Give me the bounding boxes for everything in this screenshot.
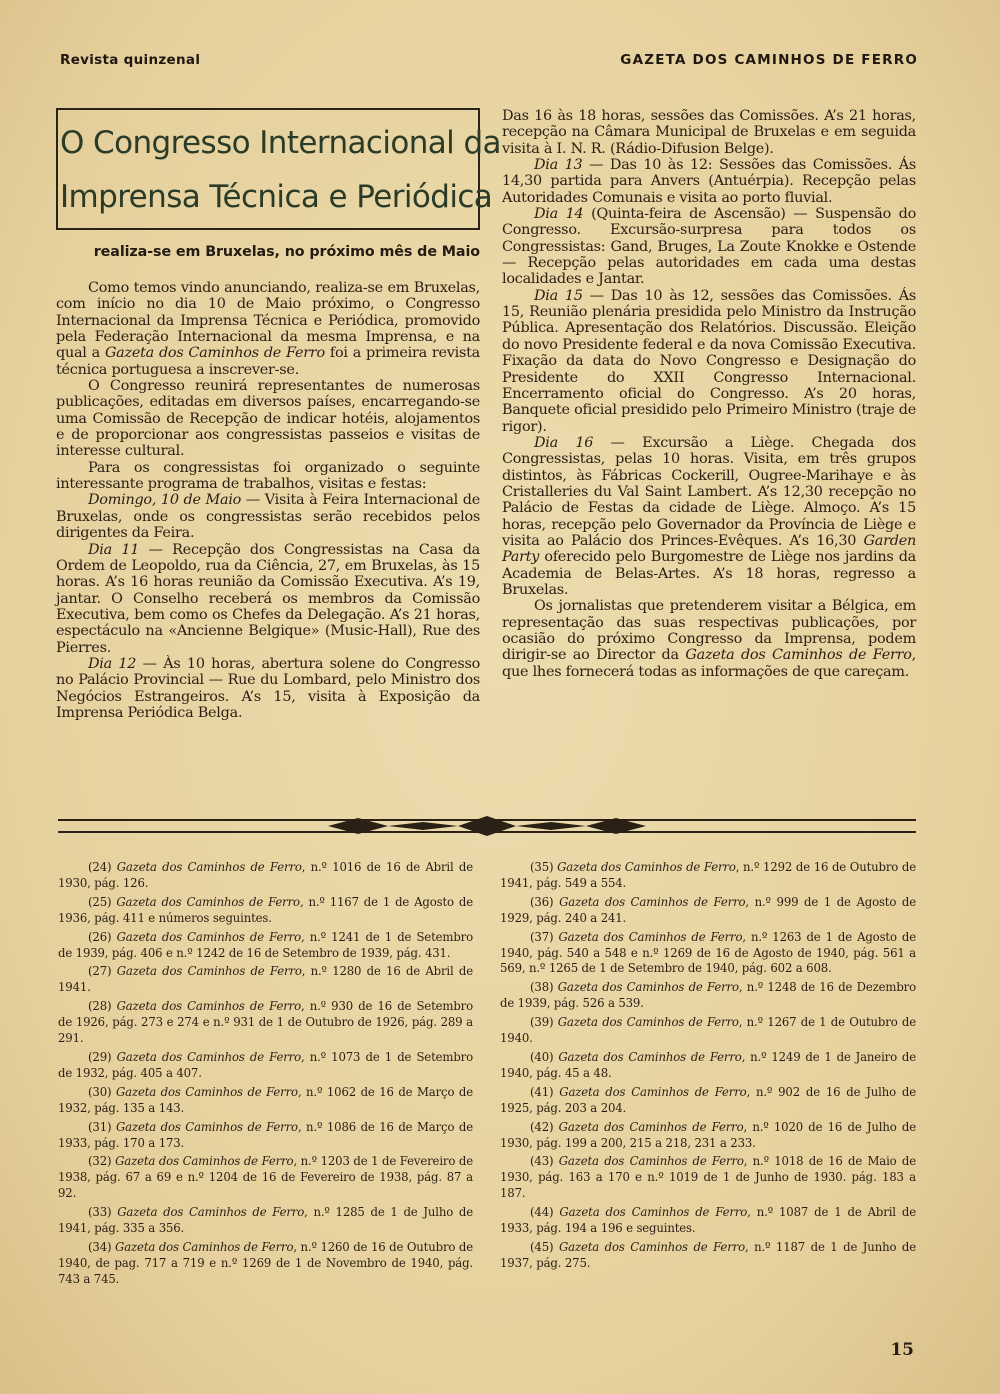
footnote-magazine: Gazeta dos Caminhos de Ferro — [558, 929, 743, 944]
article-title-box — [56, 108, 501, 230]
right-column — [502, 108, 916, 680]
footnote-text: , n.º 1016 de 16 de Abril de 1930, pág. 126. — [58, 860, 473, 890]
footnote-number: (29) — [88, 1049, 112, 1064]
program-day-16 — [502, 435, 916, 598]
footnote — [58, 930, 473, 962]
footnote-magazine: Gazeta dos Caminhos de Ferro — [559, 1084, 747, 1099]
footnote-number: (37) — [530, 929, 554, 944]
program-day-14 — [502, 206, 916, 288]
paragraph — [502, 598, 916, 680]
footnote-magazine: Gazeta dos Caminhos de Ferro — [117, 1205, 305, 1220]
footnote-text: , n.º 1285 de 1 de Julho de 1941, pág. 335 a 356. — [58, 1205, 473, 1236]
footnote-text: , n.º 1073 de 1 de Setembro de 1932, pág. 405 a 407. — [58, 1049, 473, 1080]
left-column — [56, 108, 501, 721]
footnote-magazine: Gazeta dos Caminhos de Ferro — [116, 964, 302, 979]
footnote-number: (31) — [88, 1119, 112, 1134]
program-day-15 — [502, 288, 916, 435]
footnote-number: (25) — [88, 894, 112, 909]
footnote — [58, 860, 473, 892]
footnote-text: , n.º 930 de 16 de Setembro de 1926, pág. 273 e 274 e n.º 931 de 1 de Outubro de 1926, pág. 289 a 291. — [58, 999, 473, 1046]
footnote-magazine: Gazeta dos Caminhos de Ferro — [557, 980, 739, 995]
text-run: (Quinta-feira de Ascensão) — Suspensão do Congresso. Excursão-surpresa para todos os Congressistas: Gand, Bruges, La Zoute Knokke e Ostende — Recepção pelas autoridades em cada uma destas localidades e Jantar. — [502, 206, 917, 288]
text-run: Os jornalistas que pretenderem visitar a Bélgica, em representação das suas respectivas publicações, por ocasião do próximo Congresso da Imprensa, podem dirigir-se ao Director da — [502, 598, 916, 664]
day-label: Dia 12 — [88, 655, 137, 672]
footnote-text: , n.º 1292 de 16 de Outubro de 1941, pág. 549 a 554. — [500, 860, 916, 890]
footnote — [500, 1205, 916, 1237]
footnote — [500, 1240, 916, 1272]
footnote-magazine: Gazeta dos Caminhos de Ferro — [559, 894, 746, 909]
footnote-number: (41) — [530, 1084, 554, 1099]
footnote-magazine: Gazeta dos Caminhos de Ferro — [116, 860, 302, 874]
footnote-text: , n.º 1018 de 16 de Maio de 1930, pág. 163 a 170 e n.º 1019 de 1 de Junho de 1930. pág. 183 a 187. — [500, 1154, 916, 1201]
footnote-number: (38) — [530, 980, 554, 995]
footnote-number: (40) — [530, 1049, 554, 1064]
footnote — [58, 964, 473, 996]
day-label: Domingo, 10 de Maio — [88, 492, 242, 509]
footnote-number: (44) — [530, 1205, 554, 1220]
footnote-text: , n.º 1249 de 1 de Janeiro de 1940, pág. 45 a 48. — [500, 1049, 916, 1080]
footnote-number: (42) — [530, 1119, 554, 1134]
article-title-line-1: O Congresso Internacional da — [60, 125, 501, 161]
ornamental-rule — [58, 808, 916, 844]
footnote-number: (30) — [88, 1084, 112, 1099]
footnote-text: , n.º 902 de 16 de Julho de 1925, pág. 203 a 204. — [500, 1084, 916, 1115]
garden-party: Garden Party — [502, 532, 916, 566]
footnote-magazine: Gazeta dos Caminhos de Ferro — [115, 1239, 294, 1254]
footnote — [500, 1154, 916, 1202]
footnote-text: , n.º 1203 de 1 de Fevereiro de 1938, pág. 67 a 69 e n.º 1204 de 16 de Fevereiro de 1938, pág. 87 a 92. — [58, 1154, 473, 1201]
footnote-number: (27) — [88, 964, 112, 979]
day-label: Dia 15 — [534, 287, 583, 304]
footnotes-right — [500, 860, 916, 1275]
footnote-number: (33) — [88, 1205, 112, 1220]
text-run: , que lhes fornecerá todas as informações de que careçam. — [502, 647, 916, 680]
text-run: — Recepção dos Congressistas na Casa da Ordem de Leopoldo, rua da Ciência, 27, em Bruxelas, às 15 horas. A’s 16 horas reunião da Comissão Executiva. A’s 19, jantar. O Conselho receberá os membros da Comissão Executiva, bem como os Chefes da Delegação. A’s 21 horas, espectáculo na «Ancienne Belgique» (Music-Hall), Rue des Pierres. — [56, 541, 480, 656]
footnote-text: , n.º 1187 de 1 de Junho de 1937, pág. 275. — [500, 1239, 916, 1270]
footnote-number: (45) — [530, 1239, 554, 1254]
footnote-magazine: Gazeta dos Caminhos de Ferro — [558, 1239, 745, 1254]
article-body-right — [502, 108, 916, 680]
footnote-text: , n.º 1241 de 1 de Setembro de 1939, pág. 406 e n.º 1242 de 16 de Setembro de 1939, pág. 431. — [58, 929, 473, 960]
footnote-number: (43) — [530, 1154, 554, 1169]
footnote-magazine: Gazeta dos Caminhos de Ferro — [116, 929, 301, 944]
day-label: Dia 13 — [534, 157, 583, 174]
article-subtitle: realiza-se em Bruxelas, no próximo mês de Maio — [93, 244, 480, 260]
footnote-magazine: Gazeta dos Caminhos de Ferro — [115, 1084, 298, 1099]
footnote-number: (28) — [88, 999, 112, 1014]
article-title-line-2: Imprensa Técnica e Periódica — [60, 179, 493, 215]
footnote-number: (39) — [530, 1015, 554, 1030]
footnote-number: (24) — [88, 860, 112, 874]
program-day-13 — [502, 157, 916, 206]
footnote-magazine: Gazeta dos Caminhos de Ferro — [116, 999, 301, 1014]
footnote — [500, 860, 916, 892]
program-day-12 — [56, 656, 480, 721]
footnote — [58, 1154, 473, 1202]
footnote-text: , n.º 1167 de 1 de Agosto de 1936, pág. 411 e números seguintes. — [58, 894, 473, 925]
footnote-magazine: Gazeta dos Caminhos de Ferro — [557, 860, 736, 874]
paragraph-continued: Das 16 às 18 horas, sessões das Comissões. A’s 21 horas, recepção na Câmara Municipal de Bruxelas e em seguida visita à I. N. R. (Rádio-Difusion Belge). — [502, 108, 916, 157]
paragraph — [56, 280, 480, 378]
footnote — [58, 895, 473, 927]
program-day-11 — [56, 542, 480, 656]
page-number: 15 — [890, 1340, 914, 1360]
footnote-number: (34) — [88, 1239, 112, 1254]
text-run: foi a primeira revista técnica portuguesa a inscrever-se. — [56, 345, 480, 378]
magazine-name: Gazeta dos Caminhos de Ferro — [685, 647, 912, 664]
footnote-magazine: Gazeta dos Caminhos de Ferro — [558, 1154, 744, 1169]
footnote-text: , n.º 1260 de 16 de Outubro de 1940, de pag. 717 a 719 e n.º 1269 de 1 de Novembro de 1940, pág. 743 a 745. — [58, 1239, 473, 1286]
running-header-right: GAZETA DOS CAMINHOS DE FERRO — [620, 52, 918, 68]
footnote-text: , n.º 1267 de 1 de Outubro de 1940. — [500, 1015, 916, 1046]
footnote — [58, 1240, 473, 1288]
footnote-text: , n.º 1087 de 1 de Abril de 1933, pág. 194 a 196 e seguintes. — [500, 1205, 916, 1236]
day-label: Dia 14 — [534, 206, 584, 223]
footnote-number: (36) — [530, 894, 554, 909]
day-label: Dia 16 — [534, 434, 594, 451]
text-run: oferecido pelo Burgomestre de Liège nos jardins da Academia de Belas-Artes. A’s 18 horas, regresso a Bruxelas. — [502, 549, 916, 598]
text-run: Como temos vindo anunciando, realiza-se em Bruxelas, com início no dia 10 de Maio próximo, o Congresso Internacional da Imprensa Técnica e Periódica, promovido pela Federação Internacional da mesma Imprensa, e na qual a — [56, 280, 480, 362]
footnote-magazine: Gazeta dos Caminhos de Ferro — [116, 894, 300, 909]
paragraph: O Congresso reunirá representantes de numerosas publicações, editadas em diversos países, encarregando-se uma Comissão de Recepção de indicar hotéis, alojamentos e de proporcionar aos congressistas passeios e visitas de interesse cultural. — [56, 378, 480, 460]
footnote-number: (26) — [88, 929, 112, 944]
footnote-number: (32) — [88, 1154, 112, 1169]
footnotes-left — [58, 860, 473, 1291]
program-day-10 — [56, 492, 480, 541]
footnote — [500, 895, 916, 927]
footnote-magazine: Gazeta dos Caminhos de Ferro — [558, 1119, 744, 1134]
article-body-left — [56, 280, 480, 721]
footnote-text: , n.º 1248 de 16 de Dezembro de 1939, pág. 526 a 539. — [500, 980, 916, 1011]
footnote — [58, 1120, 473, 1152]
footnote — [500, 1085, 916, 1117]
footnote-magazine: Gazeta dos Caminhos de Ferro — [558, 1049, 742, 1064]
footnote — [500, 1015, 916, 1047]
text-run: — Excursão a Liège. Chegada dos Congressistas, pelas 10 horas. Visita, em três grupos distintos, às Fábricas Cockerill, Ougree-Marihaye e às Cristalleries du Val Saint Lambert. A’s 12,30 recepção no Palácio de Festas da cidade de Liège. Almoço. A’s 15 horas, recepção pelo Governador da Província de Liège e visita ao Palácio dos Princes-Evêques. A’s 16,30 — [502, 434, 916, 549]
footnote-text: , n.º 999 de 1 de Agosto de 1929, pág. 240 a 241. — [500, 894, 916, 925]
text-run: — Das 10 às 12, sessões das Comissões. Ás 15, Reunião plenária presidida pelo Ministro da Instrução Pública. Apresentação dos Relatórios. Discussão. Eleição do novo Presidente federal e da nova Comissão Executiva. Fixação da data do Novo Congresso e Designação do Presidente do XXII Congresso Internacional. Encerramento oficial do Congresso. A’s 20 horas, Banquete oficial presidido pelo Primeiro Ministro (traje de rigor). — [502, 287, 917, 435]
footnote — [58, 1205, 473, 1237]
footnote — [500, 930, 916, 978]
footnote-magazine: Gazeta dos Caminhos de Ferro — [115, 1154, 294, 1169]
footnote-text: , n.º 1086 de 16 de Março de 1933, pág. 170 a 173. — [58, 1119, 473, 1150]
footnote-magazine: Gazeta dos Caminhos de Ferro — [559, 1205, 748, 1220]
magazine-name: Gazeta dos Caminhos de Ferro — [104, 345, 325, 362]
day-label: Dia 11 — [88, 541, 140, 558]
text-run: — Às 10 horas, abertura solene do Congresso no Palácio Provincial — Rue du Lombard, pelo Ministro dos Negócios Estrangeiros. A’s 15, visita à Exposição da Imprensa Periódica Belga. — [56, 655, 481, 721]
footnote-magazine: Gazeta dos Caminhos de Ferro — [115, 1119, 298, 1134]
text-run: — Das 10 às 12: Sessões das Comissões. Ás 14,30 partida para Anvers (Antuérpia). Recepção pelas Autoridades Comunais e visita ao porto fluvial. — [502, 157, 916, 206]
footnote — [58, 999, 473, 1047]
footnote-text: , n.º 1280 de 16 de Abril de 1941. — [58, 964, 473, 995]
footnote-number: (35) — [530, 860, 554, 874]
footnote-text: , n.º 1062 de 16 de Março de 1932, pág. 135 a 143. — [58, 1084, 473, 1115]
footnote — [500, 1050, 916, 1082]
footnote-magazine: Gazeta dos Caminhos de Ferro — [116, 1049, 301, 1064]
footnote — [500, 1120, 916, 1152]
running-header-left: Revista quinzenal — [60, 52, 201, 68]
text-run: — Visita à Feira Internacional de Bruxelas, onde os congressistas serão recebidos pelos dirigentes da Feira. — [56, 492, 480, 542]
footnote — [58, 1050, 473, 1082]
footnote — [500, 980, 916, 1012]
footnote — [58, 1085, 473, 1117]
footnote-text: , n.º 1020 de 16 de Julho de 1930, pág. 199 a 200, 215 a 218, 231 a 233. — [500, 1119, 916, 1150]
footnote-magazine: Gazeta dos Caminhos de Ferro — [557, 1015, 739, 1030]
paragraph: Para os congressistas foi organizado o seguinte interessante programa de trabalhos, visitas e festas: — [56, 459, 480, 493]
footnote-text: , n.º 1263 de 1 de Agosto de 1940, pág. 540 a 548 e n.º 1269 de 16 de Agosto de 1940, pág. 561 a 569, n.º 1265 de 1 de Setembro de 1940, pág. 602 a 608. — [500, 929, 916, 976]
